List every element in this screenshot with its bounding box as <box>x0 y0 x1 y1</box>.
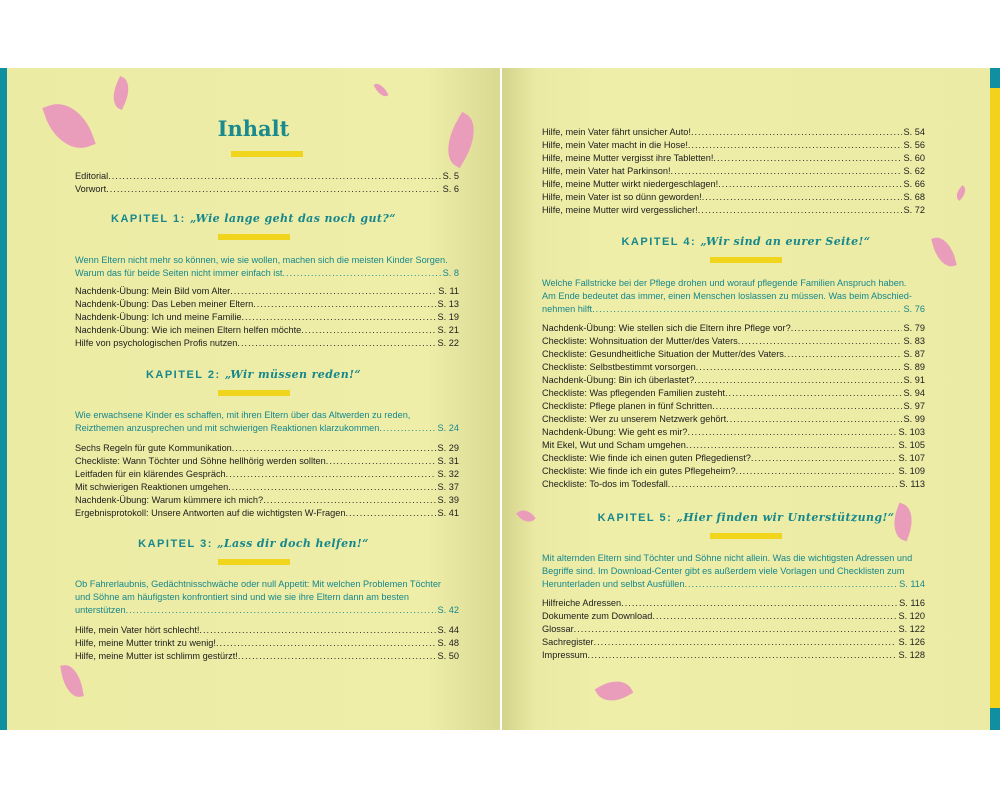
entry-label: Hilfe, meine Mutter wird vergesslicher! <box>542 205 698 215</box>
entry-label: Nachdenk-Übung: Wie geht es mir? <box>542 427 688 437</box>
entry-label: Checkliste: Was pflegenden Familien zusteht <box>542 388 725 398</box>
chapter-title: „Wir müssen reden!“ <box>224 368 362 381</box>
entry-page-number: S. 41 <box>437 508 459 518</box>
toc-entry[interactable] <box>542 361 925 374</box>
entry-page-number: S. 105 <box>898 440 925 450</box>
toc-entry[interactable] <box>75 442 459 455</box>
chapter-title: „Wir sind an eurer Seite!“ <box>700 235 871 248</box>
entry-label: Sechs Regeln für gute Kommunikation <box>75 443 232 453</box>
entry-page-number: S. 128 <box>898 650 925 660</box>
toc-entry[interactable] <box>542 597 925 610</box>
entry-page-number: S. 120 <box>898 611 925 621</box>
dot-leader <box>126 604 436 617</box>
entry-page-number: S. 109 <box>898 466 925 476</box>
toc-entry[interactable] <box>542 452 925 465</box>
chapter-intro-text: Ob Fahrerlaubnis, Gedächtnisschwäche oder null Appetit: Mit welchen Problemen Töchter <box>75 579 441 589</box>
entry-label: Hilfe, mein Vater macht in die Hose! <box>542 140 688 150</box>
chapter-title: „Lass dir doch helfen!“ <box>217 537 369 550</box>
toc-entry[interactable] <box>75 170 459 183</box>
entry-label: Hilfe, meine Mutter trinkt zu wenig! <box>75 638 216 648</box>
chapter-kicker: KAPITEL 4: <box>621 236 697 248</box>
entry-label: Checkliste: To-dos im Todesfall <box>542 479 668 489</box>
toc-entry[interactable] <box>542 610 925 623</box>
dot-leader <box>379 422 435 435</box>
entry-label: Checkliste: Gesundheitliche Situation der Mutter/des Vaters <box>542 349 784 359</box>
chapter-intro-text: Mit alternden Eltern sind Töchter und Söhne nicht allein. Was die wichtigsten Adressen und <box>542 553 913 563</box>
entry-label: Reizthemen anzusprechen und mit schwierigen Reaktionen klarzukommen <box>75 423 380 433</box>
heading-underline <box>710 533 782 539</box>
toc-entry[interactable] <box>542 623 925 636</box>
entry-label: Herunterladen und selbst Ausfüllen <box>542 579 685 589</box>
toc-entry[interactable] <box>542 191 925 204</box>
entry-page-number: S. 50 <box>437 651 459 661</box>
chapter-heading <box>7 537 500 550</box>
toc-entry[interactable] <box>75 494 459 507</box>
entry-page-number: S. 87 <box>903 349 925 359</box>
dot-leader <box>326 455 436 468</box>
toc-entry[interactable] <box>75 468 459 481</box>
entry-page-number: S. 91 <box>903 375 925 385</box>
entry-label: Nachdenk-Übung: Warum kümmere ich mich? <box>75 495 264 505</box>
entry-label: Hilfe, meine Mutter wirkt niedergeschlagen! <box>542 179 719 189</box>
dot-leader <box>712 400 901 413</box>
entry-page-number: S. 6 <box>442 184 459 194</box>
dot-leader <box>698 204 902 217</box>
toc-entry[interactable] <box>542 178 925 191</box>
dot-leader <box>237 337 435 350</box>
entry-label: Checkliste: Wie finde ich ein gutes Pflegeheim? <box>542 466 736 476</box>
dot-leader <box>226 468 436 481</box>
chapter-heading <box>7 368 500 381</box>
entry-label: Mit schwierigen Reaktionen umgehen <box>75 482 229 492</box>
entry-label: Nachdenk-Übung: Mein Bild vom Alter <box>75 286 231 296</box>
dot-leader <box>238 650 436 663</box>
entry-page-number: S. 94 <box>903 388 925 398</box>
toc-entry[interactable] <box>75 455 459 468</box>
heading-underline <box>218 234 290 240</box>
entry-page-number: S. 5 <box>442 171 459 181</box>
chapter-intro-text: und Söhne am häufigsten konfrontiert sind und wie sie ihre Eltern dann am besten <box>75 592 410 602</box>
chapter-kicker: KAPITEL 2: <box>145 369 221 381</box>
toc-entry[interactable] <box>542 152 925 165</box>
chapter-intro-text: Begriffe sind. Im Download-Center gibt es außerdem viele Vorlagen und Checklisten zum <box>542 566 905 576</box>
chapter-intro-entry[interactable] <box>75 422 459 435</box>
dot-leader <box>346 507 436 520</box>
entry-label: Dokumente zum Download <box>542 611 653 621</box>
entry-label: Nachdenk-Übung: Das Leben meiner Eltern <box>75 299 254 309</box>
page-title: Inhalt <box>217 116 290 141</box>
entry-label: Impressum <box>542 650 588 660</box>
dot-leader <box>738 335 902 348</box>
chapter-intro-text: Welche Fallstricke bei der Pflege drohen und worauf pflegende Familien Anspruch haben. <box>542 278 907 288</box>
entry-page-number: S. 54 <box>903 127 925 137</box>
toc-entry[interactable] <box>542 348 925 361</box>
toc-entry[interactable] <box>75 311 459 324</box>
toc-entry[interactable] <box>542 204 925 217</box>
dot-leader <box>688 139 902 152</box>
chapter-intro-text: Am Ende bedeutet das immer, einen Menschen loslassen zu müssen. Was beim Abschied- <box>542 291 912 301</box>
chapter-heading <box>502 511 990 524</box>
entry-page-number: S. 99 <box>903 414 925 424</box>
entry-label: Editorial <box>75 171 109 181</box>
dot-leader <box>621 597 897 610</box>
toc-entry[interactable] <box>75 624 459 637</box>
dot-leader <box>688 426 897 439</box>
heading-underline <box>710 257 782 263</box>
chapter-intro-entry[interactable] <box>542 303 925 316</box>
dot-leader <box>726 413 901 426</box>
entry-label: Nachdenk-Übung: Wie ich meinen Eltern helfen möchte <box>75 325 302 335</box>
entry-page-number: S. 68 <box>903 192 925 202</box>
dot-leader <box>736 465 897 478</box>
chapter-heading <box>7 212 500 225</box>
entry-label: Checkliste: Wann Töchter und Söhne hellhörig werden sollten <box>75 456 326 466</box>
toc-entry[interactable] <box>542 636 925 649</box>
dot-leader <box>691 126 902 139</box>
entry-page-number: S. 60 <box>903 153 925 163</box>
heading-underline <box>218 559 290 565</box>
entry-label: Checkliste: Wie finde ich einen guten Pflegedienst? <box>542 453 751 463</box>
entry-label: Mit Ekel, Wut und Scham umgehen <box>542 440 686 450</box>
entry-label: Nachdenk-Übung: Ich und meine Familie <box>75 312 242 322</box>
entry-page-number: S. 62 <box>903 166 925 176</box>
entry-label: Hilfe, mein Vater hat Parkinson! <box>542 166 671 176</box>
entry-label: Ergebnisprotokoll: Unsere Antworten auf die wichtigsten W-Fragen <box>75 508 346 518</box>
entry-page-number: S. 13 <box>437 299 459 309</box>
entry-page-number: S. 89 <box>903 362 925 372</box>
entry-label: Leitfaden für ein klärendes Gespräch <box>75 469 226 479</box>
toc-entry[interactable] <box>542 387 925 400</box>
dot-leader <box>694 374 901 387</box>
chapter-intro-text: Wie erwachsene Kinder es schaffen, mit ihren Eltern über das Altwerden zu reden, <box>75 410 411 420</box>
toc-entry[interactable] <box>75 637 459 650</box>
book-cover-edge-left <box>0 68 7 730</box>
entry-label: Hilfe, mein Vater ist so dünn geworden! <box>542 192 702 202</box>
toc-entry[interactable] <box>75 298 459 311</box>
toc-entry[interactable] <box>542 139 925 152</box>
entry-label: Hilfe, mein Vater fährt unsicher Auto! <box>542 127 691 137</box>
entry-page-number: S. 56 <box>903 140 925 150</box>
dot-leader <box>283 267 441 280</box>
dot-leader <box>301 324 435 337</box>
chapter-title: „Wie lange geht das noch gut?“ <box>189 212 396 225</box>
toc-entry[interactable] <box>75 324 459 337</box>
dot-leader <box>574 623 897 636</box>
dot-leader <box>241 311 435 324</box>
dot-leader <box>652 610 896 623</box>
entry-label: Warum das für beide Seiten nicht immer einfach ist <box>75 268 283 278</box>
toc-entry[interactable] <box>75 285 459 298</box>
dot-leader <box>725 387 902 400</box>
entry-label: Sachregister <box>542 637 594 647</box>
entry-page-number: S. 113 <box>899 479 925 489</box>
toc-entry[interactable] <box>542 374 925 387</box>
dot-leader <box>668 478 897 491</box>
dot-leader <box>106 183 441 196</box>
entry-page-number: S. 122 <box>898 624 925 634</box>
dot-leader <box>696 361 902 374</box>
dot-leader <box>199 624 435 637</box>
dot-leader <box>108 170 440 183</box>
chapter-intro-entry[interactable] <box>542 578 925 591</box>
chapter-title: „Hier finden wir Unterstützung!“ <box>676 511 895 524</box>
entry-page-number: S. 72 <box>903 205 925 215</box>
entry-page-number: S. 44 <box>437 625 459 635</box>
entry-page-number: S. 8 <box>442 268 459 278</box>
chapter-intro-entry[interactable] <box>75 267 459 280</box>
chapter-intro-entry[interactable] <box>75 604 459 617</box>
entry-label: Checkliste: Pflege planen in fünf Schritten <box>542 401 713 411</box>
entry-page-number: S. 22 <box>437 338 459 348</box>
entry-page-number: S. 29 <box>437 443 459 453</box>
entry-page-number: S. 79 <box>903 323 925 333</box>
entry-label: Hilfreiche Adressen <box>542 598 622 608</box>
entry-label: Hilfe von psychologischen Profis nutzen <box>75 338 238 348</box>
dot-leader <box>751 452 897 465</box>
dot-leader <box>232 442 436 455</box>
entry-page-number: S. 126 <box>898 637 925 647</box>
toc-entry[interactable] <box>542 426 925 439</box>
toc-entry[interactable] <box>75 337 459 350</box>
dot-leader <box>594 636 897 649</box>
entry-label: Checkliste: Selbstbestimmt vorsorgen <box>542 362 696 372</box>
chapter-intro-text: Wenn Eltern nicht mehr so können, wie sie wollen, machen sich die meisten Kinder Sorgen. <box>75 255 448 265</box>
entry-label: Vorwort <box>75 184 107 194</box>
entry-page-number: S. 11 <box>438 286 459 296</box>
dot-leader <box>592 303 901 316</box>
toc-entry[interactable] <box>542 335 925 348</box>
entry-label: Hilfe, meine Mutter ist schlimm gestürzt! <box>75 651 238 661</box>
dot-leader <box>702 191 902 204</box>
entry-label: Hilfe, mein Vater hört schlecht! <box>75 625 200 635</box>
entry-page-number: S. 83 <box>903 336 925 346</box>
entry-page-number: S. 19 <box>437 312 459 322</box>
dot-leader <box>713 152 901 165</box>
entry-page-number: S. 116 <box>899 598 925 608</box>
entry-page-number: S. 21 <box>437 325 459 335</box>
dot-leader <box>791 322 902 335</box>
toc-entry[interactable] <box>75 507 459 520</box>
entry-page-number: S. 32 <box>437 469 459 479</box>
book-cover-spine-yellow <box>990 88 1000 708</box>
toc-entry[interactable] <box>542 649 925 662</box>
title-underline <box>231 151 303 157</box>
chapter-kicker: KAPITEL 1: <box>111 213 186 225</box>
toc-entry[interactable] <box>75 481 459 494</box>
dot-leader <box>686 439 897 452</box>
entry-page-number: S. 76 <box>903 304 925 314</box>
entry-label: Nachdenk-Übung: Wie stellen sich die Eltern ihre Pflege vor? <box>542 323 791 333</box>
dot-leader <box>263 494 435 507</box>
toc-entry[interactable] <box>542 400 925 413</box>
toc-entry[interactable] <box>542 478 925 491</box>
entry-label: nehmen hilft <box>542 304 593 314</box>
toc-entry[interactable] <box>75 650 459 663</box>
dot-leader <box>587 649 896 662</box>
entry-page-number: S. 37 <box>437 482 459 492</box>
chapter-kicker: KAPITEL 3: <box>138 538 213 550</box>
entry-page-number: S. 114 <box>899 579 925 589</box>
entry-label: Glossar <box>542 624 574 634</box>
entry-page-number: S. 107 <box>898 453 925 463</box>
chapter-heading <box>502 235 990 248</box>
entry-page-number: S. 48 <box>437 638 459 648</box>
entry-page-number: S. 103 <box>898 427 925 437</box>
toc-entry[interactable] <box>542 413 925 426</box>
entry-page-number: S. 66 <box>903 179 925 189</box>
dot-leader <box>671 165 902 178</box>
entry-page-number: S. 39 <box>437 495 459 505</box>
entry-label: Checkliste: Wohnsituation der Mutter/des Vaters <box>542 336 738 346</box>
entry-label: Hilfe, meine Mutter vergisst ihre Tabletten! <box>542 153 714 163</box>
entry-page-number: S. 97 <box>903 401 925 411</box>
dot-leader <box>216 637 436 650</box>
toc-entry[interactable] <box>542 465 925 478</box>
entry-label: Checkliste: Wer zu unserem Netzwerk gehört <box>542 414 727 424</box>
entry-label: Nachdenk-Übung: Bin ich überlastet? <box>542 375 695 385</box>
toc-entry[interactable] <box>542 439 925 452</box>
entry-page-number: S. 42 <box>437 605 459 615</box>
toc-entry[interactable] <box>542 165 925 178</box>
dot-leader <box>784 348 902 361</box>
toc-entry[interactable] <box>75 183 459 196</box>
dot-leader <box>228 481 435 494</box>
dot-leader <box>230 285 436 298</box>
chapter-kicker: KAPITEL 5: <box>597 512 673 524</box>
dot-leader <box>718 178 901 191</box>
toc-entry[interactable] <box>542 126 925 139</box>
dot-leader <box>685 578 898 591</box>
entry-label: unterstützen <box>75 605 126 615</box>
entry-page-number: S. 31 <box>437 456 459 466</box>
toc-entry[interactable] <box>542 322 925 335</box>
heading-underline <box>218 390 290 396</box>
dot-leader <box>253 298 435 311</box>
entry-page-number: S. 24 <box>437 423 459 433</box>
